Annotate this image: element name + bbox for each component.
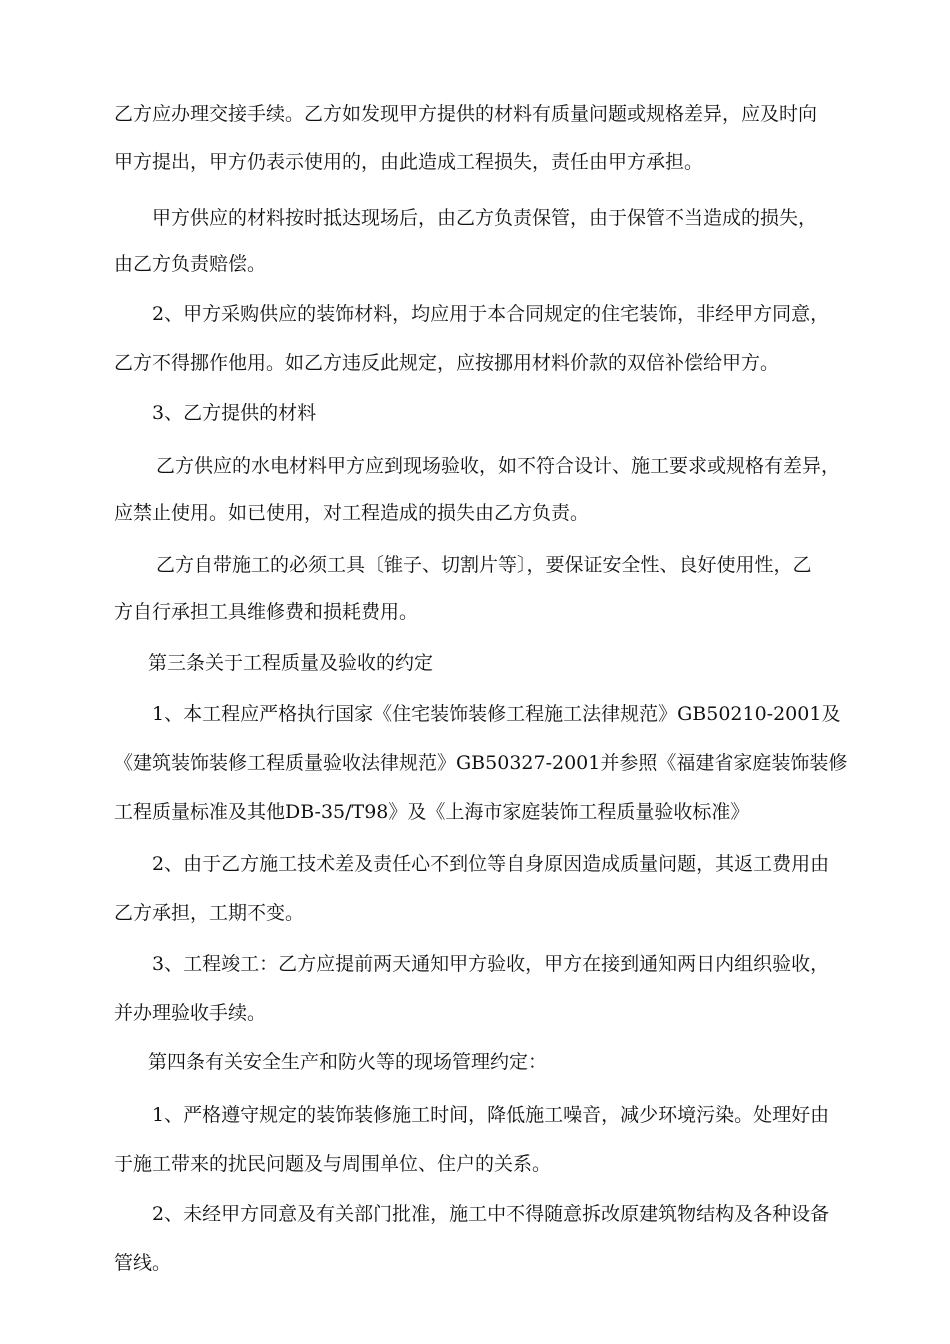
text-line-24: 管线。 xyxy=(114,1252,172,1274)
text-line-15: 工程质量标准及其他DB-35/T98》及《上海市家庭装饰工程质量验收标准》 xyxy=(114,801,750,823)
text-line-9: 应禁止使用。如已使用，对工程造成的损失由乙方负责。 xyxy=(114,502,590,524)
text-line-18: 3、工程竣工：乙方应提前两天通知甲方验收，甲方在接到通知两日内组织验收， xyxy=(152,953,830,975)
section-heading-3: 第三条关于工程质量及验收的约定 xyxy=(148,652,434,674)
text-line-5: 2、甲方采购供应的装饰材料，均应用于本合同规定的住宅装饰，非经甲方同意， xyxy=(152,303,830,325)
text-line-8: 乙方供应的水电材料甲方应到现场验收，如不符合设计、施工要求或规格有差异， xyxy=(156,455,841,477)
text-line-4: 由乙方负责赔偿。 xyxy=(114,253,267,275)
text-line-6: 乙方不得挪作他用。如乙方违反此规定，应按挪用材料价款的双倍补偿给甲方。 xyxy=(114,352,780,374)
text-line-17: 乙方承担，工期不变。 xyxy=(114,902,305,924)
text-line-3: 甲方供应的材料按时抵达现场后，由乙方负责保管，由于保管不当造成的损失， xyxy=(152,207,818,229)
text-line-11: 方自行承担工具维修费和损耗费用。 xyxy=(114,601,419,623)
section-heading-4: 第四条有关安全生产和防火等的现场管理约定： xyxy=(148,1051,548,1073)
text-line-16: 2、由于乙方施工技术差及责任心不到位等自身原因造成质量问题，其返工费用由 xyxy=(152,853,830,875)
text-line-10: 乙方自带施工的必须工具〔锥子、切割片等〕，要保证安全性、良好使用性，乙 xyxy=(156,554,812,576)
text-line-21: 1、严格遵守规定的装饰装修施工时间，降低施工噪音，减少环境污染。处理好由 xyxy=(152,1104,830,1126)
text-line-22: 于施工带来的扰民问题及与周围单位、住户的关系。 xyxy=(114,1153,552,1175)
text-line-2: 甲方提出，甲方仍表示使用的，由此造成工程损失，责任由甲方承担。 xyxy=(114,151,704,173)
text-line-13: 1、本工程应严格执行国家《住宅装饰装修工程施工法律规范》GB50210-2001及 xyxy=(152,703,841,725)
text-line-14: 《建筑装饰装修工程质量验收法律规范》GB50327-2001并参照《福建省家庭装饰装修 xyxy=(114,752,848,774)
text-line-23: 2、未经甲方同意及有关部门批准，施工中不得随意拆改原建筑物结构及各种设备 xyxy=(152,1203,830,1225)
text-line-1: 乙方应办理交接手续。乙方如发现甲方提供的材料有质量问题或规格差异，应及时向 xyxy=(114,103,818,125)
text-line-19: 并办理验收手续。 xyxy=(114,1002,267,1024)
text-line-7: 3、乙方提供的材料 xyxy=(152,402,317,424)
